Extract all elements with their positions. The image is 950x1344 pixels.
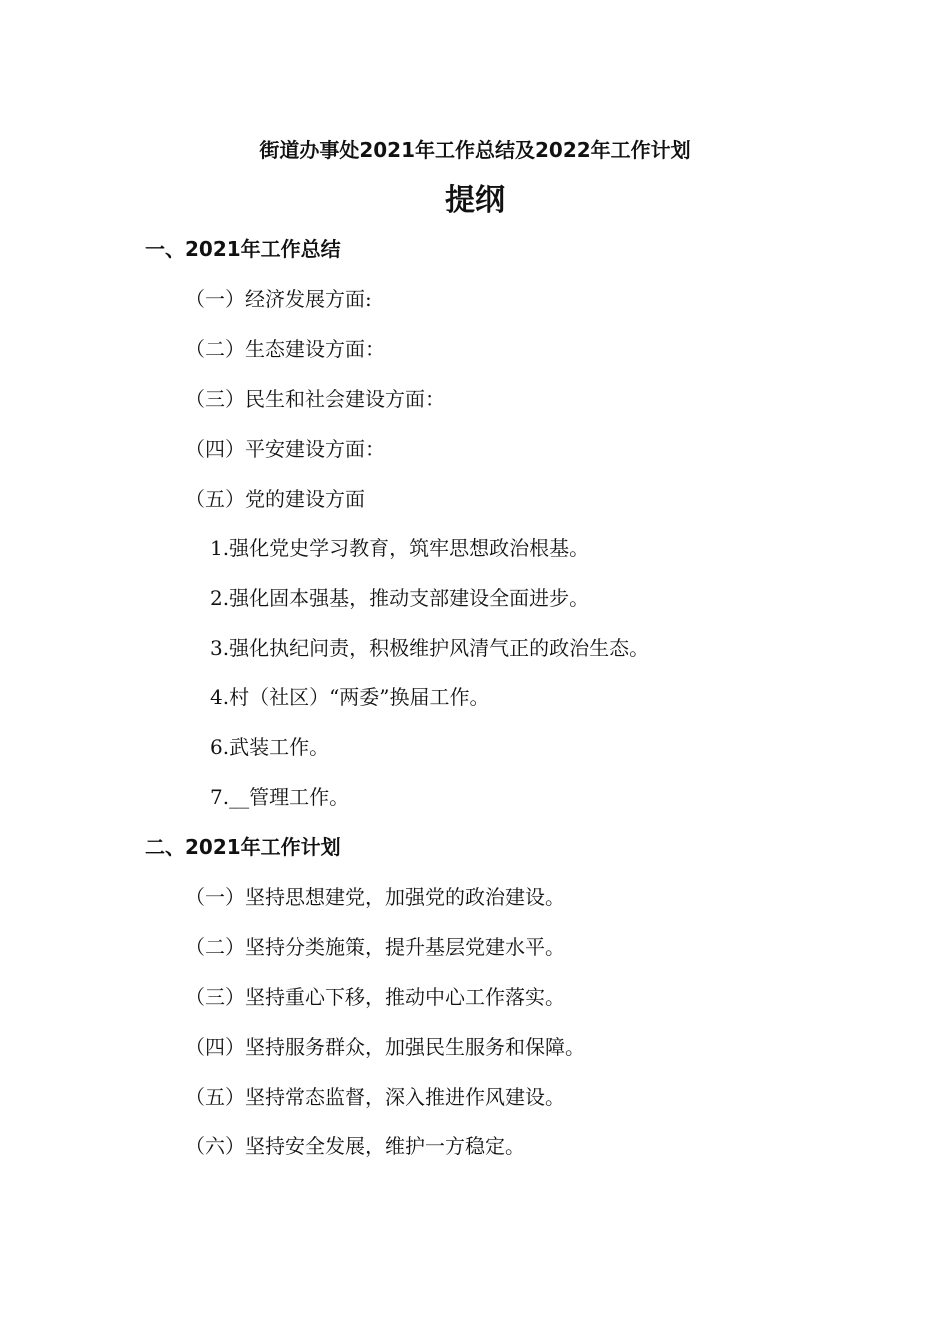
- plan-item: （二）坚持分类施策，提升基层党建水平。: [185, 935, 565, 959]
- summary-item: （五）党的建设方面: [185, 487, 365, 511]
- party-building-subitem: 7.__管理工作。: [210, 785, 350, 809]
- party-building-subitem: 3.强化执纪问责，积极维护风清气正的政治生态。: [210, 636, 650, 660]
- summary-item: （三）民生和社会建设方面：: [185, 387, 445, 411]
- document-subtitle: 提纲: [445, 183, 505, 218]
- plan-item: （四）坚持服务群众，加强民生服务和保障。: [185, 1035, 585, 1059]
- summary-item: （四）平安建设方面：: [185, 437, 385, 461]
- section-heading-plan: 二、2021年工作计划: [145, 835, 341, 859]
- plan-item: （六）坚持安全发展，维护一方稳定。: [185, 1134, 525, 1158]
- plan-item: （三）坚持重心下移，推动中心工作落实。: [185, 985, 565, 1009]
- party-building-subitem: 6.武装工作。: [210, 735, 330, 759]
- plan-item: （一）坚持思想建党，加强党的政治建设。: [185, 885, 565, 909]
- summary-item: （一）经济发展方面:: [185, 287, 372, 311]
- document-title: 街道办事处2021年工作总结及2022年工作计划: [259, 138, 691, 162]
- plan-item: （五）坚持常态监督，深入推进作风建设。: [185, 1085, 565, 1109]
- section-heading-summary: 一、2021年工作总结: [145, 237, 341, 261]
- party-building-subitem: 2.强化固本强基，推动支部建设全面进步。: [210, 586, 590, 610]
- summary-item: （二）生态建设方面：: [185, 337, 385, 361]
- party-building-subitem: 4.村（社区）“两委”换届工作。: [210, 685, 490, 709]
- party-building-subitem: 1.强化党史学习教育，筑牢思想政治根基。: [210, 536, 590, 560]
